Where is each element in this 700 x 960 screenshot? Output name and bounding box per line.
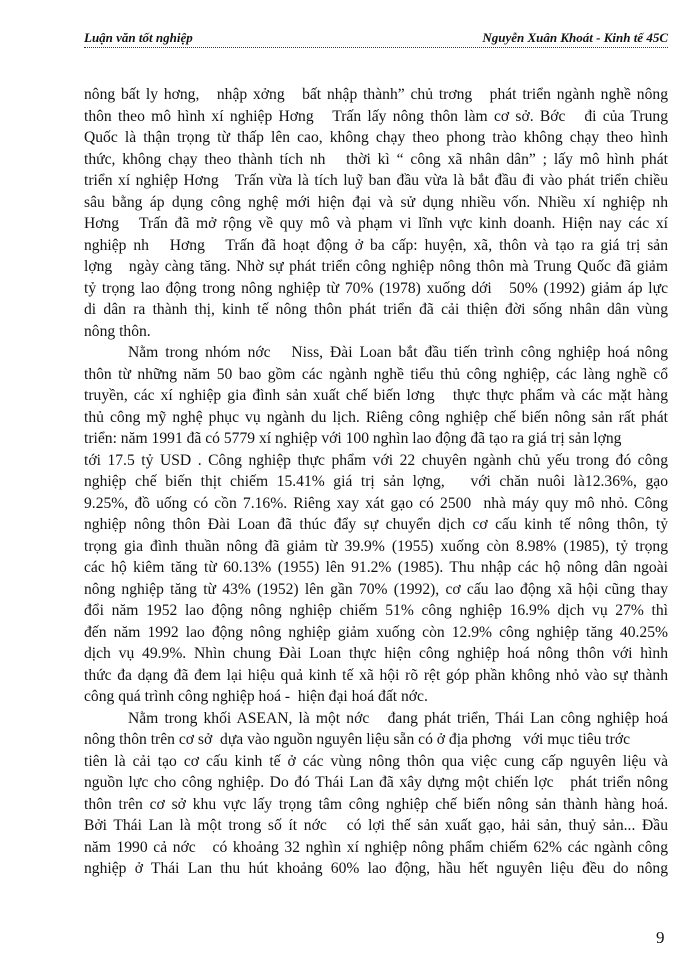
text-line: lợng ngày càng tăng. Nhờ sự phát triển công nghiệp nông thôn mà Trung Quốc đã giảm xyxy=(84,258,668,275)
text-line: nông thôn trên cơ sở dựa vào nguồn nguyên liệu sẵn có ở địa phơng với mục tiêu trớc xyxy=(84,731,630,748)
header-thesis-title: Luận văn tốt nghiệp xyxy=(84,30,193,45)
text-line: nghiệp ở Thái Lan thu hút khoảng 60% lao động, hầu hết nguyên liệu đều do nông xyxy=(84,860,668,877)
text-line: triển xí nghiệp Hơng Trấn vừa là tích luỹ ban đầu vừa là bắt đầu đi vào phát triển chiều xyxy=(84,172,668,189)
text-line: nông nghiệp tăng từ 43% (1952) lên gần 70% (1992), cơ cấu lao động xã hội cũng thay xyxy=(84,580,668,598)
text-line: Hơng Trấn đã mở rộng về quy mô và phạm vi lĩnh vực kinh doanh. Hiện nay các xí xyxy=(84,215,668,232)
text-line: tỷ trọng lao động trong nông nghiệp từ 70% (1978) xuống dới 50% (1992) giảm áp lực xyxy=(84,279,668,297)
document-body xyxy=(84,84,668,880)
text-line: đến năm 1992 lao động nông nghiệp giảm xuống còn 12.9% công nghiệp tăng 40.25% xyxy=(84,623,668,641)
running-header xyxy=(84,29,668,48)
text-line: tiên là cải tạo cơ cấu kinh tế ở các vùng nông thôn qua việc cung cấp nguyên liệu và xyxy=(84,752,668,770)
text-line: nghiệp nh Hơng Trấn đã hoạt động ở ba cấp: huyện, xã, thôn và tạo ra giá trị sản xyxy=(84,236,668,254)
paragraph xyxy=(84,84,668,342)
text-line: Quốc là thận trọng từ thấp lên cao, không chạy theo phong trào không chạy theo hình xyxy=(84,129,668,146)
text-line: thôn từ những năm 50 bao gồm các ngành nghề tiểu thủ công nghiệp, các làng nghề cổ xyxy=(84,365,668,383)
text-line: triển: năm 1991 đã có 5779 xí nghiệp với 100 nghìn lao động đã tạo ra giá trị sản lợng xyxy=(84,430,622,447)
text-line: nghiệp chế biến thịt chiếm 15.41% giá trị sản lợng, với chăn nuôi là12.36%, gạo xyxy=(84,473,668,490)
text-line: sâu bằng áp dụng công nghệ mới hiện đại và sử dụng nhiều vốn. Nhiều xí nghiệp nh xyxy=(84,193,668,211)
paragraph xyxy=(84,708,668,880)
text-line: nông bất ly hơng, nhập xởng bất nhập thành” chủ trơng phát triển ngành nghề nông xyxy=(84,86,668,103)
text-line: 9.25%, đồ uống có cồn 7.16%. Riêng xay xát gạo có 2500 nhà máy quy mô nhỏ. Công xyxy=(84,494,668,512)
text-line: đổi năm 1952 lao động nông nghiệp chiếm 51% công nghiệp 16.9% dịch vụ 27% thì xyxy=(84,602,668,619)
text-line: tới 17.5 tỷ USD . Công nghiệp thực phẩm với 22 chuyên ngành chủ yếu trong đó công xyxy=(84,451,668,469)
text-line: Nằm trong nhóm nớc Niss, Đài Loan bắt đầu tiến trình công nghiệp hoá nông xyxy=(128,344,668,361)
text-line: dịch vụ 49.9%. Nhìn chung Đài Loan thực hiện công nghiệp hoá nông thôn với hình xyxy=(84,645,668,662)
paragraph xyxy=(84,342,668,708)
text-line: các hộ kiêm tăng từ 60.13% (1955) lên 91.2% (1985). Thu nhập các hộ nông dân ngoài xyxy=(84,559,668,576)
text-line: thôn trên cơ sở khu vực lấy trọng tâm công nghiệp chế biến nông sản thành hàng hoá. xyxy=(84,795,668,813)
text-line: năm 1990 cả nớc có khoảng 32 nghìn xí nghiệp nông phẩm chiếm 62% các ngành công xyxy=(84,838,668,856)
text-line: Bởi Thái Lan là một trong số ít nớc có lợi thế sản xuất gạo, hải sản, thuỷ sản... Đầu xyxy=(84,817,668,834)
text-line: nghiệp nông thôn Đài Loan đã thúc đẩy sự chuyển dịch cơ cấu kinh tế nông thôn, tỷ xyxy=(84,516,668,533)
header-author: Nguyễn Xuân Khoát - Kinh tế 45C xyxy=(482,30,668,45)
text-line: truyền, các xí nghiệp gia đình sản xuất chế biến lơng thực thực phẩm và các mặt hàng xyxy=(84,387,668,404)
text-line: trọng gia đình thuần nông đã giảm từ 39.9% (1955) xuống còn 8.98% (1985), tỷ trọng xyxy=(84,537,668,555)
text-line: Nằm trong khối ASEAN, là một nớc đang phát triển, Thái Lan công nghiệp hoá xyxy=(128,709,668,727)
text-line: thức, không chạy theo thành tích nh thời kì “ công xã nhân dân” ; lấy mô hình phát xyxy=(84,150,668,168)
page-number: 9 xyxy=(656,928,665,947)
text-line: thôn theo mô hình xí nghiệp Hơng Trấn lấy nông thôn làm cơ sở. Bớc đi của Trung xyxy=(84,107,668,125)
text-line: nguồn lực cho công nghiệp. Do đó Thái Lan đã xây dựng một chiến lợc phát triển nông xyxy=(84,774,668,791)
text-line: nông thôn. xyxy=(84,322,151,340)
text-line: thức đa dạng đã đem lại hiệu quả kinh tế xã hội rõ rệt góp phần không nhỏ vào sự thành xyxy=(84,666,668,684)
text-line: công quá trình công nghiệp hoá - hiện đại hoá đất nớc. xyxy=(84,688,428,705)
text-line: thủ công mỹ nghệ phục vụ ngành du lịch. Riêng công nghiệp chế biến nông sản rất phát xyxy=(84,408,668,426)
text-line: di dân ra thành thị, kinh tế nông thôn phát triển đã cải thiện đời sống nhân dân vùng xyxy=(84,301,668,318)
